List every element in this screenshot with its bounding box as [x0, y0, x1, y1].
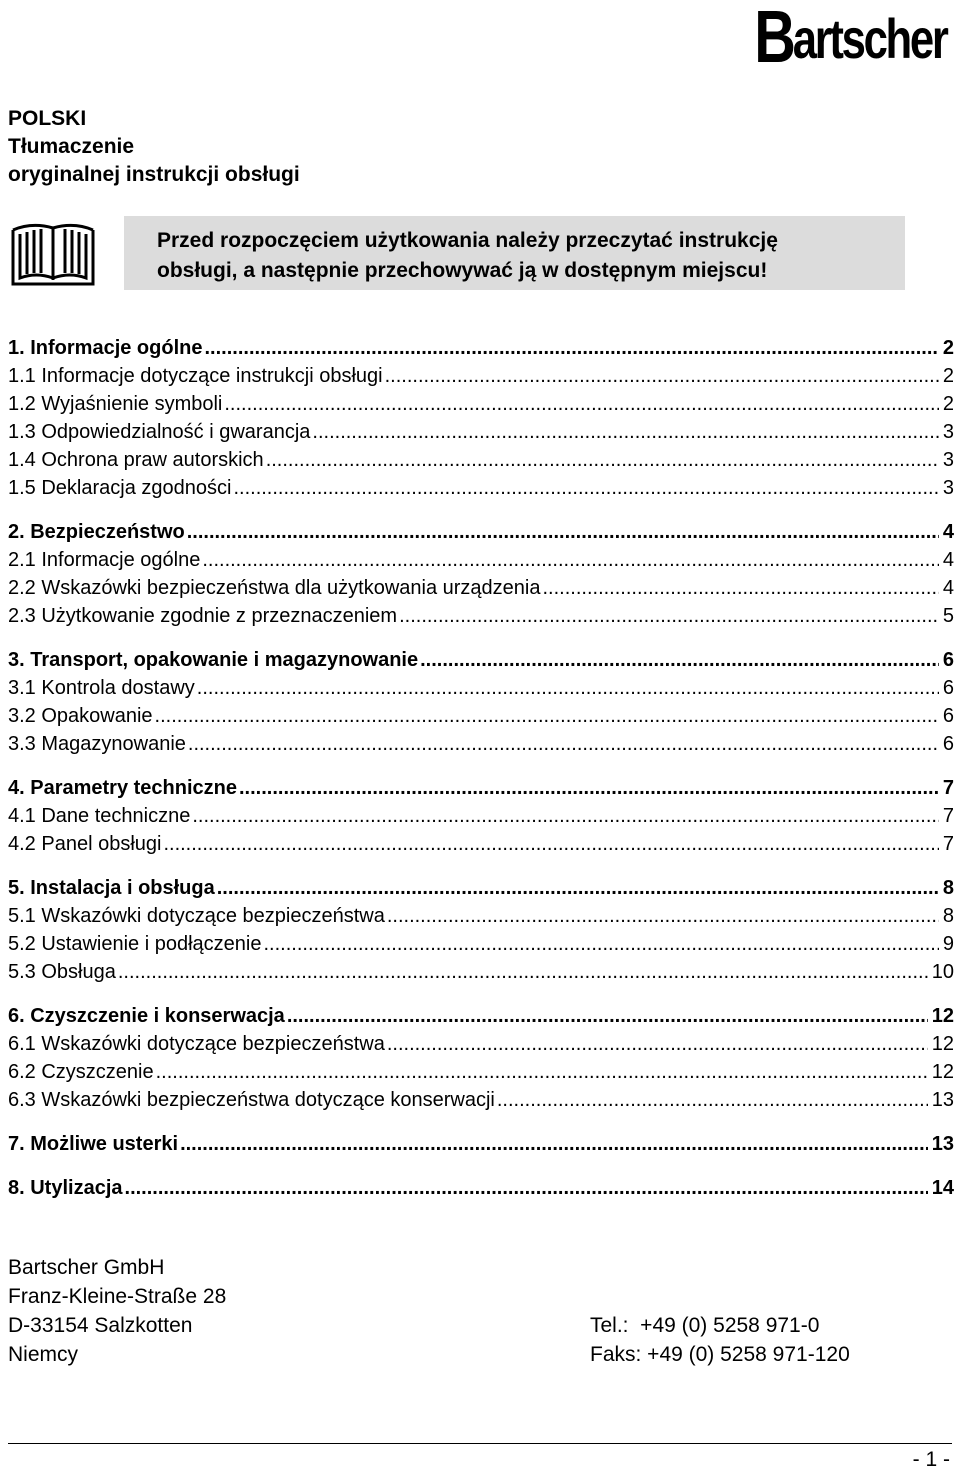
toc-chapter-entry	[8, 1174, 954, 1202]
notice-line-2: obsługi, a następnie przechowywać ją w dostępnym miejscu!	[157, 259, 768, 282]
toc-chapter-entry	[8, 334, 954, 362]
toc-chapter-entry	[8, 518, 954, 546]
toc-entry-page: 12	[931, 1005, 954, 1027]
toc-entry-label: 6.2 Czyszczenie	[8, 1058, 156, 1086]
toc-entry-page: 9	[942, 933, 954, 955]
logo-initial: B	[753, 0, 793, 78]
toc-leader-dots	[163, 830, 938, 858]
toc-entry-page: 3	[942, 449, 954, 471]
translation-label: Tłumaczenie	[8, 135, 135, 158]
toc-leader-dots	[266, 446, 939, 474]
company-street: Franz-Kleine-Straße 28	[8, 1285, 227, 1308]
toc-entry-page: 12	[931, 1061, 954, 1083]
toc-entry-label: 4. Parametry techniczne	[8, 774, 239, 802]
bartscher-logo	[753, 0, 946, 78]
company-name: Bartscher GmbH	[8, 1256, 165, 1279]
toc-entry-page: 7	[942, 805, 954, 827]
toc-entry-page: 5	[942, 605, 954, 627]
company-address	[8, 1253, 948, 1369]
toc-section-entry	[8, 830, 954, 858]
toc-section-entry	[8, 446, 954, 474]
toc-entry-label: 6.3 Wskazówki bezpieczeństwa dotyczące konserwacji	[8, 1086, 497, 1114]
toc-entry-label: 1.4 Ochrona praw autorskich	[8, 446, 266, 474]
toc-section-entry	[8, 902, 954, 930]
toc-entry-label: 4.2 Panel obsługi	[8, 830, 163, 858]
toc-entry-label: 1. Informacje ogólne	[8, 334, 204, 362]
toc-section-entry	[8, 362, 954, 390]
page-number: - 1 -	[912, 1448, 950, 1471]
toc-entry-page: 13	[931, 1133, 954, 1155]
language-label: POLSKI	[8, 107, 87, 130]
toc-entry-label: 8. Utylizacja	[8, 1174, 125, 1202]
toc-entry-page: 13	[931, 1089, 954, 1111]
toc-leader-dots	[543, 574, 939, 602]
toc-section-entry	[8, 930, 954, 958]
logo-rest: artscher	[792, 7, 946, 70]
toc-entry-page: 2	[942, 365, 954, 387]
toc-leader-dots	[287, 1002, 928, 1030]
toc-section-entry	[8, 958, 954, 986]
company-fax: Faks: +49 (0) 5258 971-120	[590, 1343, 850, 1366]
toc-leader-dots	[497, 1086, 928, 1114]
toc-entry-label: 2.2 Wskazówki bezpieczeństwa dla użytkowania urządzenia	[8, 574, 543, 602]
toc-section-entry	[8, 730, 954, 758]
toc-leader-dots	[385, 362, 939, 390]
toc-entry-page: 4	[942, 549, 954, 571]
toc-section-entry	[8, 574, 954, 602]
toc-leader-dots	[387, 902, 939, 930]
toc-entry-page: 8	[942, 877, 954, 899]
document-header	[8, 105, 300, 189]
toc-leader-dots	[217, 874, 939, 902]
toc-leader-dots	[312, 418, 938, 446]
toc-entry-page: 14	[931, 1177, 954, 1199]
toc-entry-page: 4	[942, 521, 954, 543]
toc-leader-dots	[399, 602, 939, 630]
toc-entry-label: 3. Transport, opakowanie i magazynowanie	[8, 646, 420, 674]
toc-leader-dots	[125, 1174, 928, 1202]
footer-divider	[8, 1443, 952, 1444]
toc-chapter-entry	[8, 874, 954, 902]
table-of-contents	[8, 334, 954, 1202]
original-instructions-label: oryginalnej instrukcji obsługi	[8, 163, 300, 186]
toc-chapter-entry	[8, 774, 954, 802]
toc-entry-label: 3.1 Kontrola dostawy	[8, 674, 197, 702]
toc-chapter-entry	[8, 646, 954, 674]
toc-entry-label: 2. Bezpieczeństwo	[8, 518, 187, 546]
toc-section-entry	[8, 1030, 954, 1058]
company-phone: Tel.: +49 (0) 5258 971-0	[590, 1314, 820, 1337]
toc-entry-page: 6	[942, 677, 954, 699]
toc-leader-dots	[202, 546, 939, 574]
toc-entry-page: 8	[942, 905, 954, 927]
toc-leader-dots	[420, 646, 939, 674]
toc-entry-label: 1.3 Odpowiedzialność i gwarancja	[8, 418, 312, 446]
toc-leader-dots	[118, 958, 928, 986]
toc-entry-page: 6	[942, 705, 954, 727]
toc-entry-label: 1.2 Wyjaśnienie symboli	[8, 390, 224, 418]
toc-leader-dots	[239, 774, 939, 802]
toc-entry-page: 3	[942, 421, 954, 443]
toc-entry-page: 7	[942, 833, 954, 855]
toc-leader-dots	[155, 702, 939, 730]
toc-entry-label: 6. Czyszczenie i konserwacja	[8, 1002, 287, 1030]
toc-leader-dots	[264, 930, 939, 958]
toc-entry-label: 1.5 Deklaracja zgodności	[8, 474, 233, 502]
toc-entry-page: 4	[942, 577, 954, 599]
toc-entry-page: 12	[931, 1033, 954, 1055]
toc-leader-dots	[204, 334, 938, 362]
toc-leader-dots	[387, 1030, 928, 1058]
read-instructions-notice	[124, 216, 905, 290]
toc-section-entry	[8, 390, 954, 418]
toc-leader-dots	[197, 674, 939, 702]
toc-leader-dots	[156, 1058, 928, 1086]
toc-section-entry	[8, 1086, 954, 1114]
toc-entry-label: 1.1 Informacje dotyczące instrukcji obsługi	[8, 362, 385, 390]
toc-entry-page: 10	[931, 961, 954, 983]
toc-entry-page: 3	[942, 477, 954, 499]
company-country: Niemcy	[8, 1343, 79, 1366]
toc-leader-dots	[187, 518, 939, 546]
toc-leader-dots	[188, 730, 939, 758]
toc-section-entry	[8, 674, 954, 702]
toc-leader-dots	[180, 1130, 928, 1158]
toc-section-entry	[8, 1058, 954, 1086]
toc-entry-label: 5. Instalacja i obsługa	[8, 874, 217, 902]
toc-entry-label: 2.1 Informacje ogólne	[8, 546, 202, 574]
open-book-icon	[10, 216, 96, 288]
toc-entry-page: 7	[942, 777, 954, 799]
toc-entry-label: 4.1 Dane techniczne	[8, 802, 192, 830]
toc-entry-label: 3.3 Magazynowanie	[8, 730, 188, 758]
toc-entry-page: 6	[942, 649, 954, 671]
toc-entry-label: 7. Możliwe usterki	[8, 1130, 180, 1158]
toc-chapter-entry	[8, 1130, 954, 1158]
toc-entry-label: 5.2 Ustawienie i podłączenie	[8, 930, 264, 958]
toc-entry-page: 6	[942, 733, 954, 755]
toc-chapter-entry	[8, 1002, 954, 1030]
notice-line-1: Przed rozpoczęciem użytkowania należy przeczytać instrukcję	[157, 229, 778, 252]
toc-leader-dots	[192, 802, 939, 830]
toc-entry-label: 3.2 Opakowanie	[8, 702, 155, 730]
toc-section-entry	[8, 546, 954, 574]
toc-entry-page: 2	[942, 393, 954, 415]
toc-leader-dots	[233, 474, 938, 502]
company-city: D-33154 Salzkotten	[8, 1314, 193, 1337]
toc-section-entry	[8, 802, 954, 830]
toc-entry-label: 2.3 Użytkowanie zgodnie z przeznaczeniem	[8, 602, 399, 630]
toc-section-entry	[8, 602, 954, 630]
toc-section-entry	[8, 418, 954, 446]
toc-section-entry	[8, 474, 954, 502]
toc-section-entry	[8, 702, 954, 730]
toc-entry-page: 2	[942, 337, 954, 359]
toc-entry-label: 6.1 Wskazówki dotyczące bezpieczeństwa	[8, 1030, 387, 1058]
toc-leader-dots	[224, 390, 939, 418]
toc-entry-label: 5.3 Obsługa	[8, 958, 118, 986]
toc-entry-label: 5.1 Wskazówki dotyczące bezpieczeństwa	[8, 902, 387, 930]
